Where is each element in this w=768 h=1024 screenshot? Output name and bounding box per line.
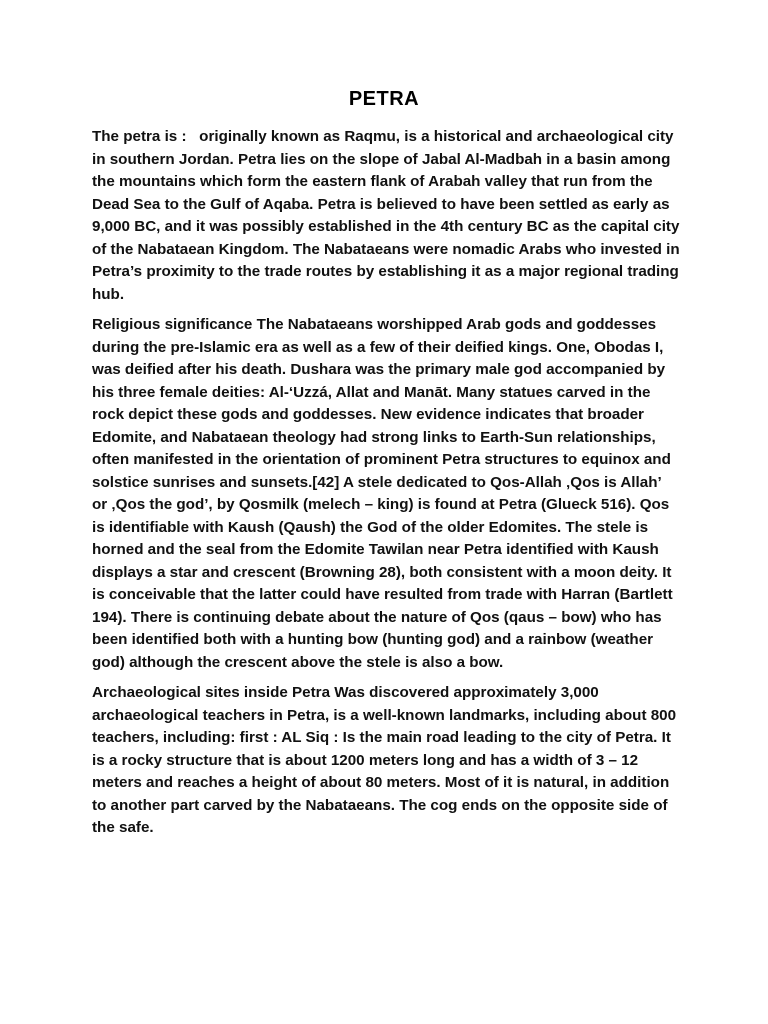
paragraph-religious-significance: Religious significance The Nabataeans worshipped Arab gods and goddesses during the pre-Islamic era as well as a few of their deified kings. One, Obodas I, was deified after his death. Dushara was the primary male god accompanied by his three female deities: Al-‘Uzzá, Allat and Manāt. Many statues carved in the rock depict these gods and goddesses. New evidence indicates that broader Edomite, and Nabataean theology had strong links to Earth-Sun relationships, often manifested in the orientation of prominent Petra structures to equinox and solstice sunrises and sunsets.[42] A stele dedicated to Qos-Allah ‚Qos is Allah’ or ‚Qos the god’, by Qosmilk (melech – king) is found at Petra (Glueck 516). Qos is identifiable with Kaush (Qaush) the God of the older Edomites. The stele is horned and the seal from the Edomite Tawilan near Petra identified with Kaush displays a star and crescent (Browning 28), both consistent with a moon deity. It is conceivable that the latter could have resulted from trade with Harran (Bartlett 194). There is continuing debate about the nature of Qos (qaus – bow) who has been identified both with a hunting bow (hunting god) and a rainbow (weather god) although the crescent above the stele is also a bow. xyxy=(92,316,677,671)
document-body xyxy=(92,126,684,848)
paragraph-archaeological-sites: Archaeological sites inside Petra Was discovered approximately 3,000 archaeological teachers in Petra, is a well-known landmarks, including about 800 teachers, including: first : AL Siq : Is the main road leading to the city of Petra. It is a rocky structure that is about 1200 meters long and has a width of 3 – 12 meters and reaches a height of about 80 meters. Most of it is natural, in addition to another part carved by the Nabataeans. The cog ends on the opposite side of the safe. xyxy=(92,684,681,836)
page-title: PETRA xyxy=(348,88,420,110)
paragraph-introduction: The petra is : originally known as Raqmu, is a historical and archaeological city in southern Jordan. Petra lies on the slope of Jabal Al-Madbah in a basin among the mountains which form the eastern flank of Arabah valley that run from the Dead Sea to the Gulf of Aqaba. Petra is believed to have been settled as early as 9,000 BC, and it was possibly established in the 4th century BC as the capital city of the Nabataean Kingdom. The Nabataeans were nomadic Arabs who invested in Petra’s proximity to the trade routes by establishing it as a major regional trading hub. xyxy=(92,128,684,303)
